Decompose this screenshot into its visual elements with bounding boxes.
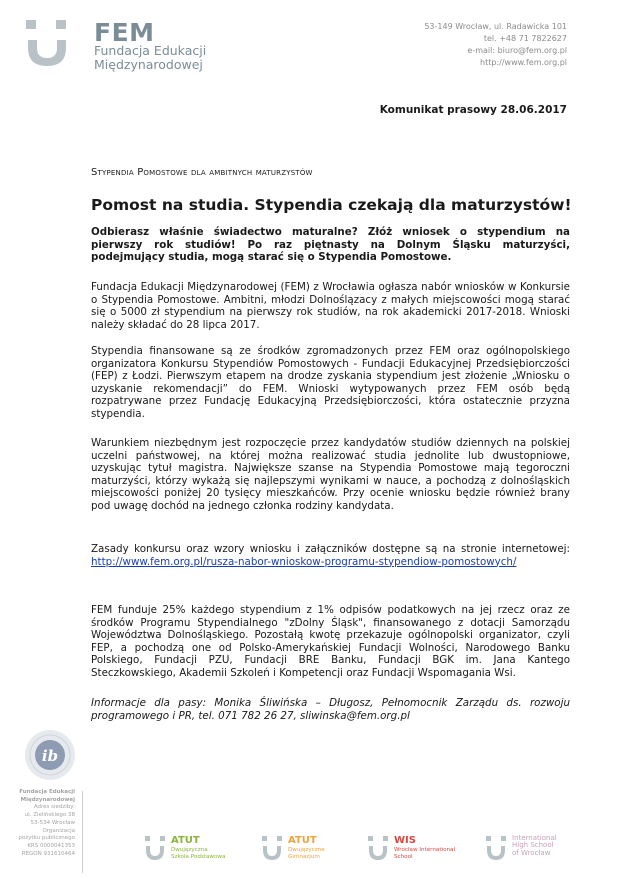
paragraph-2: Stypendia finansowane są ze środków zgromadzonych przez FEM oraz ogólnopolskiego organizatora Konkursu Stypendiów Pomostowych - Fundacji Edukacyjnej Przedsiębiorczości (FEP) z Łodzi. Pierwszym etapem na drodze zyskania stypendium jest złożenie „Wniosku o uzyskanie rekomendacji” do FEM. Wnioski wytypowanych przez FEM osób będą rozpatrywane przez Fundację Edukacyjną Przedsiębiorczości, która ostatecznie przyzna stypendia. (91, 345, 570, 420)
school-mark-icon (368, 836, 388, 862)
school-subtitle-line: Szkoła Podstawowa (171, 853, 226, 860)
school-mark-icon (262, 836, 282, 862)
school-mark-icon (486, 836, 506, 862)
contact-phone: tel. +48 71 7822627 (483, 34, 567, 43)
org-abbreviation: FEM (94, 18, 155, 47)
paragraph-3: Warunkiem niezbędnym jest rozpoczęcie przez kandydatów studiów dziennych na polskiej uczelni państwowej, na której można realizować studia jednolite lub dwustopniowe, uzyskując tytuł magistra. Największe szanse na Stypendia Pomostowe mają tegoroczni maturzyści, którzy wykażą się najlepszymi wynikami w nauce, a pochodzą z dolnośląskich miejscowości poniżej 20 tysięcy mieszkańców. Przy ocenie wniosku będzie również brany pod uwagę dochód na jednego członka rodziny kandydata. (91, 437, 570, 512)
paragraph-1: Fundacja Edukacji Międzynarodowej (FEM) z Wrocławia ogłasza nabór wniosków w Konkursie o Stypendia Pomostowe. Ambitni, młodzi Dolnoślązacy z małych miejscowości mogą starać się o 5000 zł stypendium na pierwszy rok studiów, na rok akademicki 2017-2018. Wnioski należy składać do 28 lipca 2017. (91, 281, 570, 331)
footer-address-line: Organizacja (42, 827, 75, 834)
school-name: WIS (394, 835, 416, 846)
contact-email[interactable]: e-mail: biuro@fem.org.pl (467, 46, 567, 55)
school-subtitle-line: of Wrocław (512, 848, 551, 857)
footer-address-line: 53-534 Wrocław (30, 819, 75, 826)
school-name: ATUT (171, 835, 200, 846)
press-release-date: Komunikat prasowy 28.06.2017 (379, 104, 567, 116)
school-logo-atut-primary (145, 832, 245, 866)
org-name-line1: Fundacja Edukacji (94, 43, 207, 58)
school-subtitle (171, 847, 225, 860)
school-logo-ihs (486, 832, 576, 866)
page-title: Pomost na studia. Stypendia czekają dla maturzystów! (91, 196, 572, 214)
fem-logo-icon (26, 18, 70, 70)
lead-paragraph: Odbierasz właśnie świadectwo maturalne? Złóż wniosek o stypendium na pierwszy rok studiów! Po raz piętnasty na Dolnym Śląsku maturzyści, podejmujący studia, mogą starać się o Stypendia Pomostowe. (91, 226, 570, 264)
footer-address-line: Adres siedziby: (33, 804, 75, 811)
press-contact-note: Informacje dla pasy: Monika Śliwińska – Długosz, Pełnomocnik Zarządu ds. rozwoju programowego i PR, tel. 071 782 26 27, sliwinska@fem.org.pl (91, 697, 570, 722)
school-subtitle (394, 847, 455, 860)
school-subtitle-line: Gimnazjum (288, 853, 320, 860)
school-subtitle (288, 847, 325, 860)
footer-address-line: KRS 0000041353 (27, 842, 75, 849)
footer-address-line: Fundacja Edukacji (19, 789, 75, 795)
org-name (94, 44, 206, 72)
school-logo-atut-gimnazjum (262, 832, 352, 866)
paragraph-5: FEM funduje 25% każdego stypendium z 1% odpisów podatkowych na jej rzecz oraz ze środków Programu Stypendialnego "zDolny Śląsk", finansowanego z dotacji Samorządu Województwa Dolnośląskiego. Pozostałą kwotę przekazuje ogólnopolski organizator, czyli FEP, a pochodzą one od Polsko-Amerykańskiej Fundacji Wolności, Narodowego Banku Polskiego, Fundacji PZU, Fundacji BRE Banku, Fundacji BGK im. Jana Kantego Steczkowskiego, Akademii Szkoleń i Kompetencji oraz Fundacji Wspomagania Wsi. (91, 604, 570, 679)
contact-website[interactable]: http://www.fem.org.pl (480, 58, 567, 67)
school-name: ATUT (288, 835, 317, 846)
school-mark-icon (145, 836, 165, 862)
contact-block (424, 21, 567, 69)
footer-address-line: pożytku publicznego (18, 835, 75, 842)
school-subtitle-line: High School (512, 841, 554, 849)
footer-address-line: REGON 931610464 (21, 850, 75, 857)
school-subtitle-line: Dwujęzyczne (288, 847, 325, 853)
school-subtitle-line: Wrocław International (394, 847, 456, 853)
footer-address (4, 789, 75, 858)
paragraph-4-text: Zasady konkursu oraz wzory wniosku i załączników dostępne są na stronie internetowej: (91, 543, 570, 555)
school-subtitle-line: Dwujęzyczna (171, 847, 208, 853)
school-subtitle-line: School (394, 853, 413, 860)
school-logo-wis (368, 832, 478, 866)
org-name-line2: Międzynarodowej (94, 57, 203, 72)
contact-address: 53-149 Wrocław, ul. Radawicka 101 (424, 22, 567, 31)
footer-address-line: ul. Zielińskiego 38 (24, 812, 75, 819)
rules-link[interactable]: http://www.fem.org.pl/rusza-nabor-wnioskow-programu-stypendiow-pomostowych/ (91, 555, 517, 568)
ib-logo-text: ib (41, 747, 59, 765)
ib-world-school-logo (24, 729, 76, 781)
kicker-heading: Stypendia Pomostowe dla ambitnych maturzystów (91, 167, 313, 178)
footer-address-line: Międzynarodowej (20, 796, 75, 803)
school-subtitle (512, 842, 554, 857)
school-name: International (512, 834, 557, 842)
paragraph-4 (91, 543, 570, 568)
footer-divider (82, 791, 83, 873)
